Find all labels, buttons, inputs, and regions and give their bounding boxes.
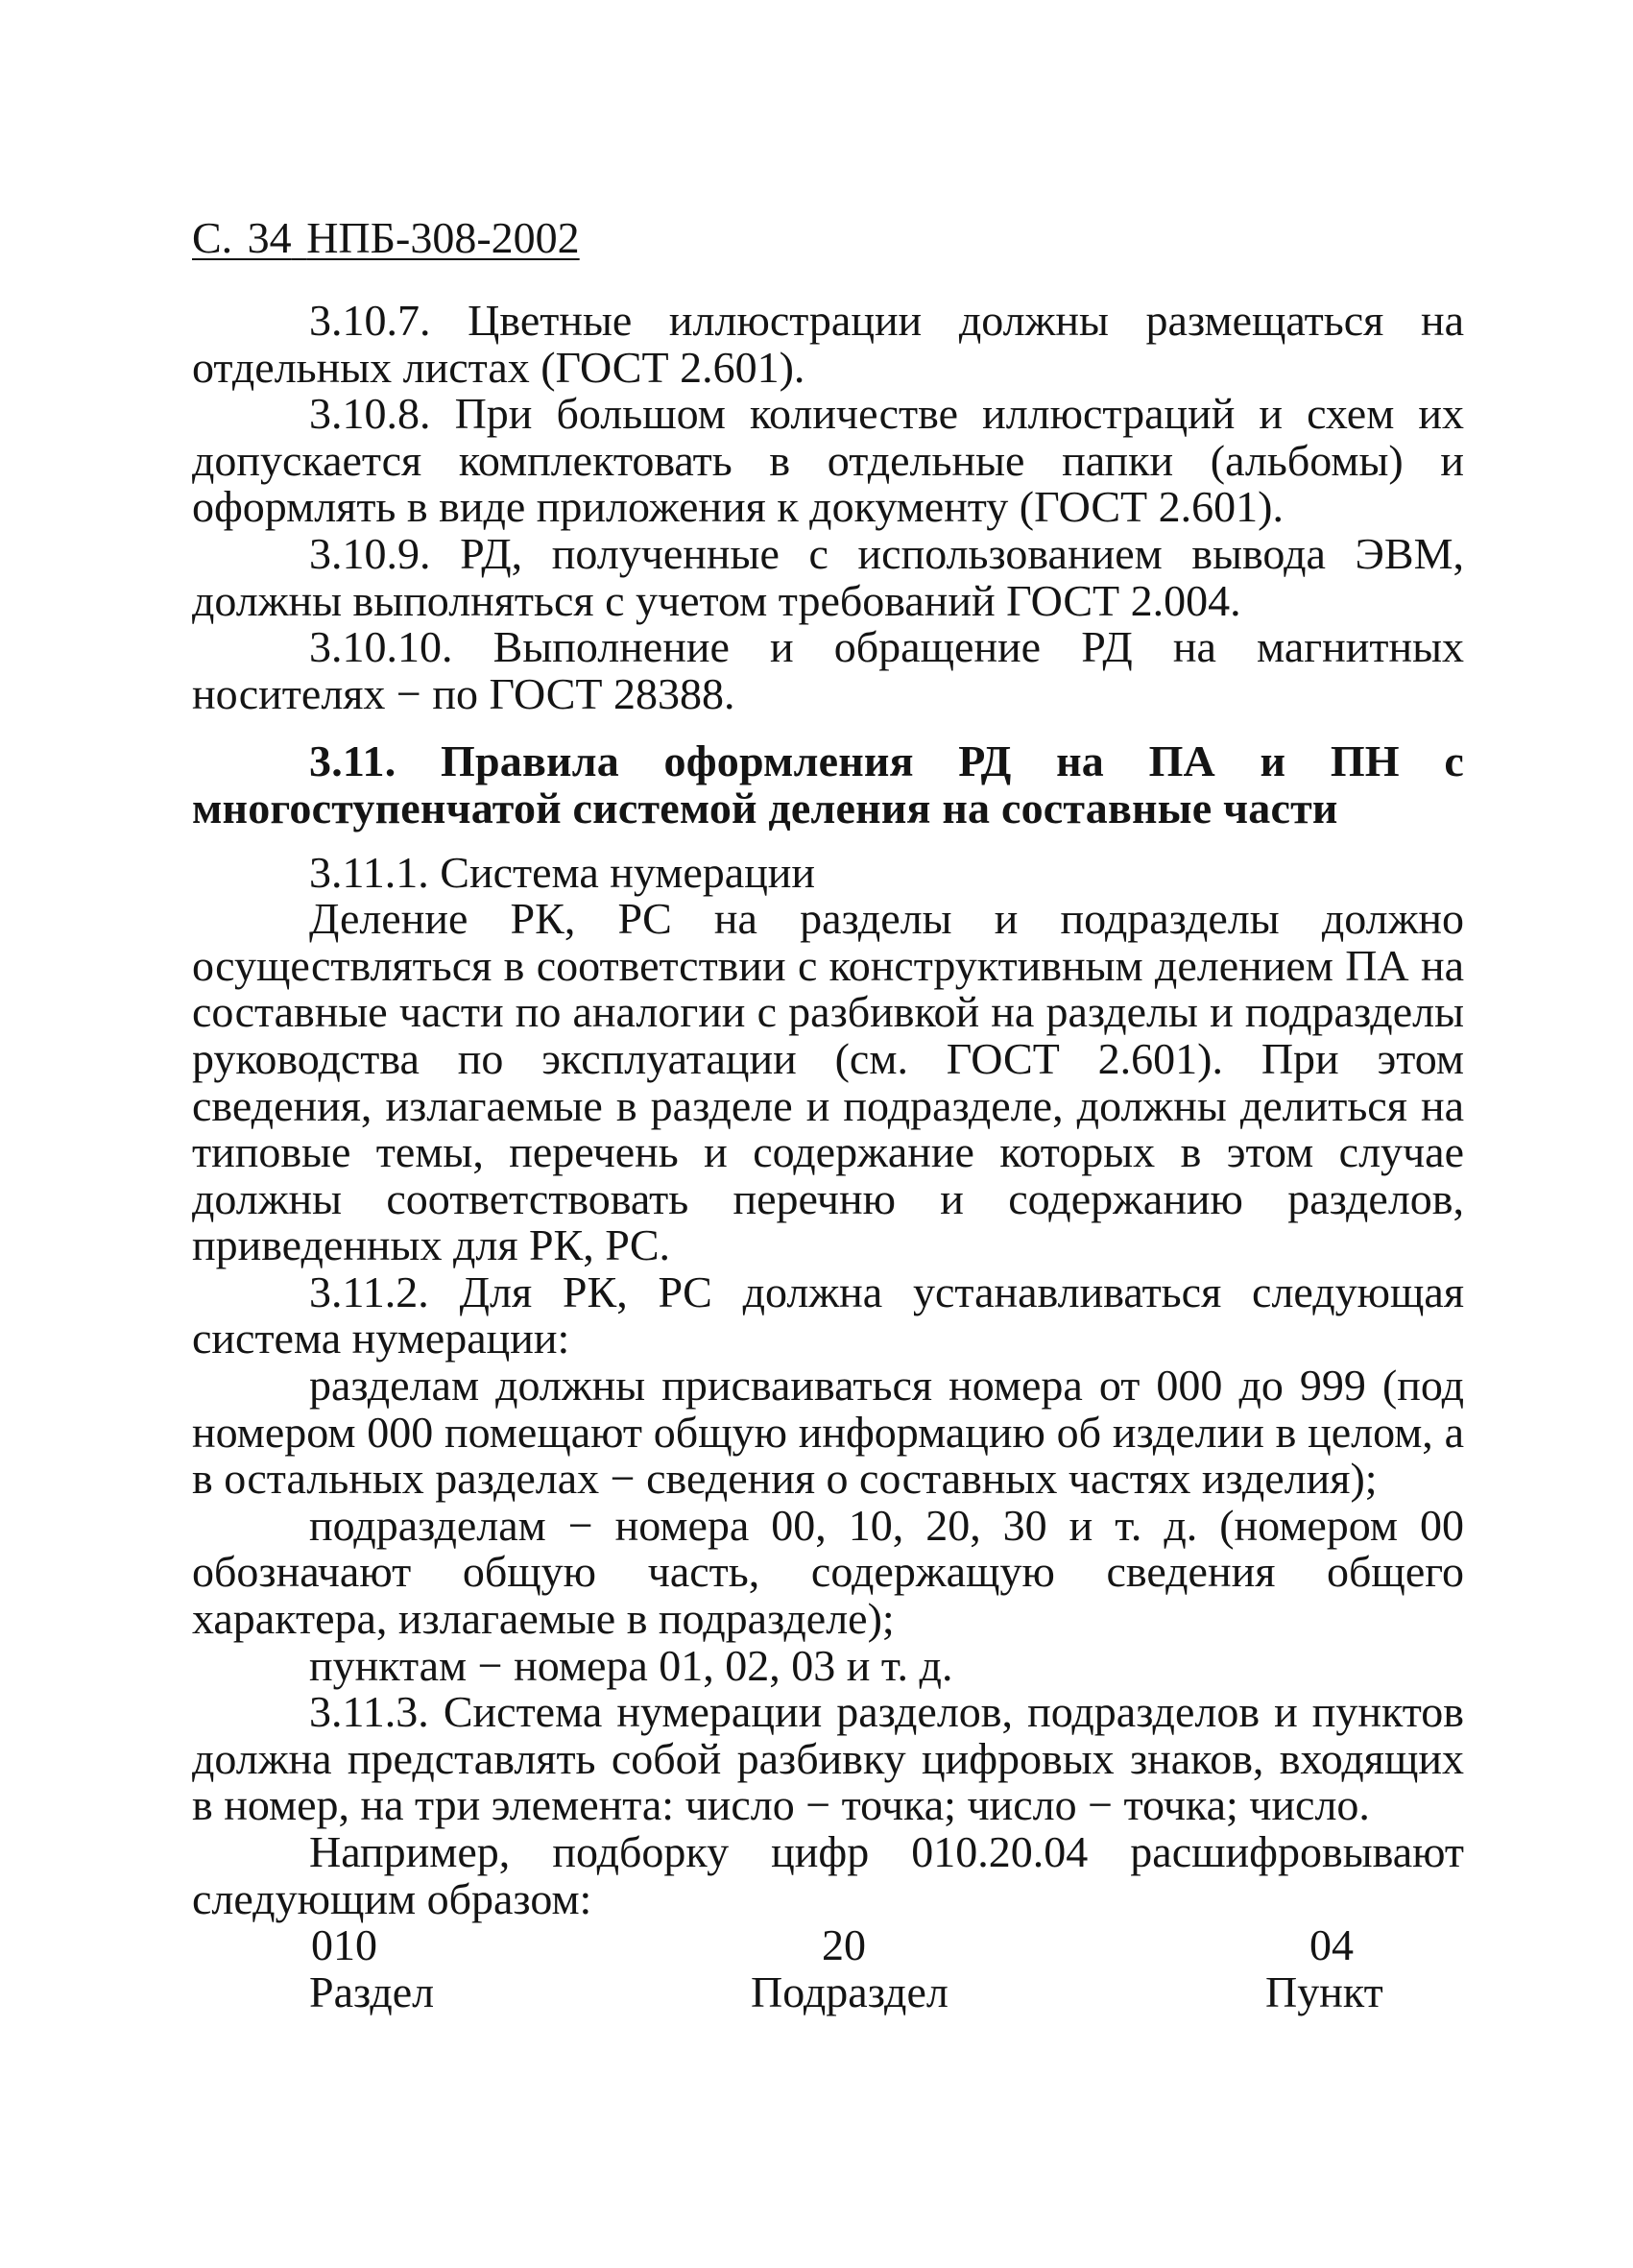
paragraph-sections-numbering: разделам должны присваиваться номера от 000 до 999 (под номером 000 помещают общую информацию об изделии в целом, а в остальных разделах − сведения о составных частях изделия); (192, 1361, 1464, 1504)
example-number-subsection: 20 (822, 1920, 866, 1970)
paragraph-subsections-numbering: подразделам − номера 00, 10, 20, 30 и т. д. (номером 00 обозначают общую часть, содержащую сведения общего характера, излагаемые в подразделе); (192, 1500, 1464, 1644)
example-label-section: Раздел (309, 1966, 435, 2016)
paragraph-3-10-8: 3.10.8. При большом количестве иллюстраций и схем их допускается комплектовать в отдельные папки (альбомы) и оформлять в виде приложения к документу (ГОСТ 2.601). (192, 389, 1464, 532)
document-page (192, 213, 1464, 2015)
paragraph-3-11-2: 3.11.2. Для РК, PC должна устанавливаться следующая система нумерации: (192, 1267, 1464, 1363)
paragraph-3-10-10: 3.10.10. Выполнение и обращение РД на магнитных носителях − по ГОСТ 28388. (192, 622, 1464, 718)
example-numbers-row (192, 1922, 1464, 1969)
example-labels-row (192, 1966, 1464, 2016)
paragraph-3-11-1-title: 3.11.1. Система нумерации (309, 847, 816, 897)
paragraph-3-10-7: 3.10.7. Цветные иллюстрации должны размещаться на отдельных листах (ГОСТ 2.601). (192, 296, 1464, 392)
paragraph-items-numbering: пунктам − номера 01, 02, 03 и т. д. (309, 1640, 953, 1690)
paragraph-3-11-1-body: Деление РК, PC на разделы и подразделы должно осуществляться в соответствии с конструктивным делением ПА на составные части по аналогии с разбивкой на разделы и подразделы руководства по эксплуатации (см. ГОСТ 2.601). При этом сведения, излагаемые в разделе и подразделе, должны делиться на типовые темы, перечень и содержание которых в этом случае должны соответствовать перечню и содержанию разделов, приведенных для РК, PC. (192, 894, 1464, 1270)
page-header (192, 213, 1464, 263)
paragraph-3-11-3: 3.11.3. Система нумерации разделов, подразделов и пунктов должна представлять собой разбивку цифровых знаков, входящих в номер, на три элемента: число − точка; число − точка; число. (192, 1687, 1464, 1830)
example-label-subsection: Подраздел (751, 1966, 949, 2016)
paragraph-3-10-9: 3.10.9. РД, полученные с использованием вывода ЭВМ, должны выполняться с учетом требований ГОСТ 2.004. (192, 528, 1464, 625)
paragraph-example-intro: Например, подборку цифр 010.20.04 расшифровывают следующим образом: (192, 1827, 1464, 1923)
example-number-item: 04 (1309, 1920, 1354, 1970)
example-label-item: Пункт (1265, 1966, 1383, 2016)
page-number: С. 34 (192, 213, 292, 262)
section-heading-3-11: 3.11. Правила оформления РД на ПА и ПН с многоступенчатой системой деления на составные части (192, 736, 1464, 832)
example-number-section: 010 (311, 1920, 377, 1970)
document-code: НПБ-308-2002 (306, 213, 580, 262)
